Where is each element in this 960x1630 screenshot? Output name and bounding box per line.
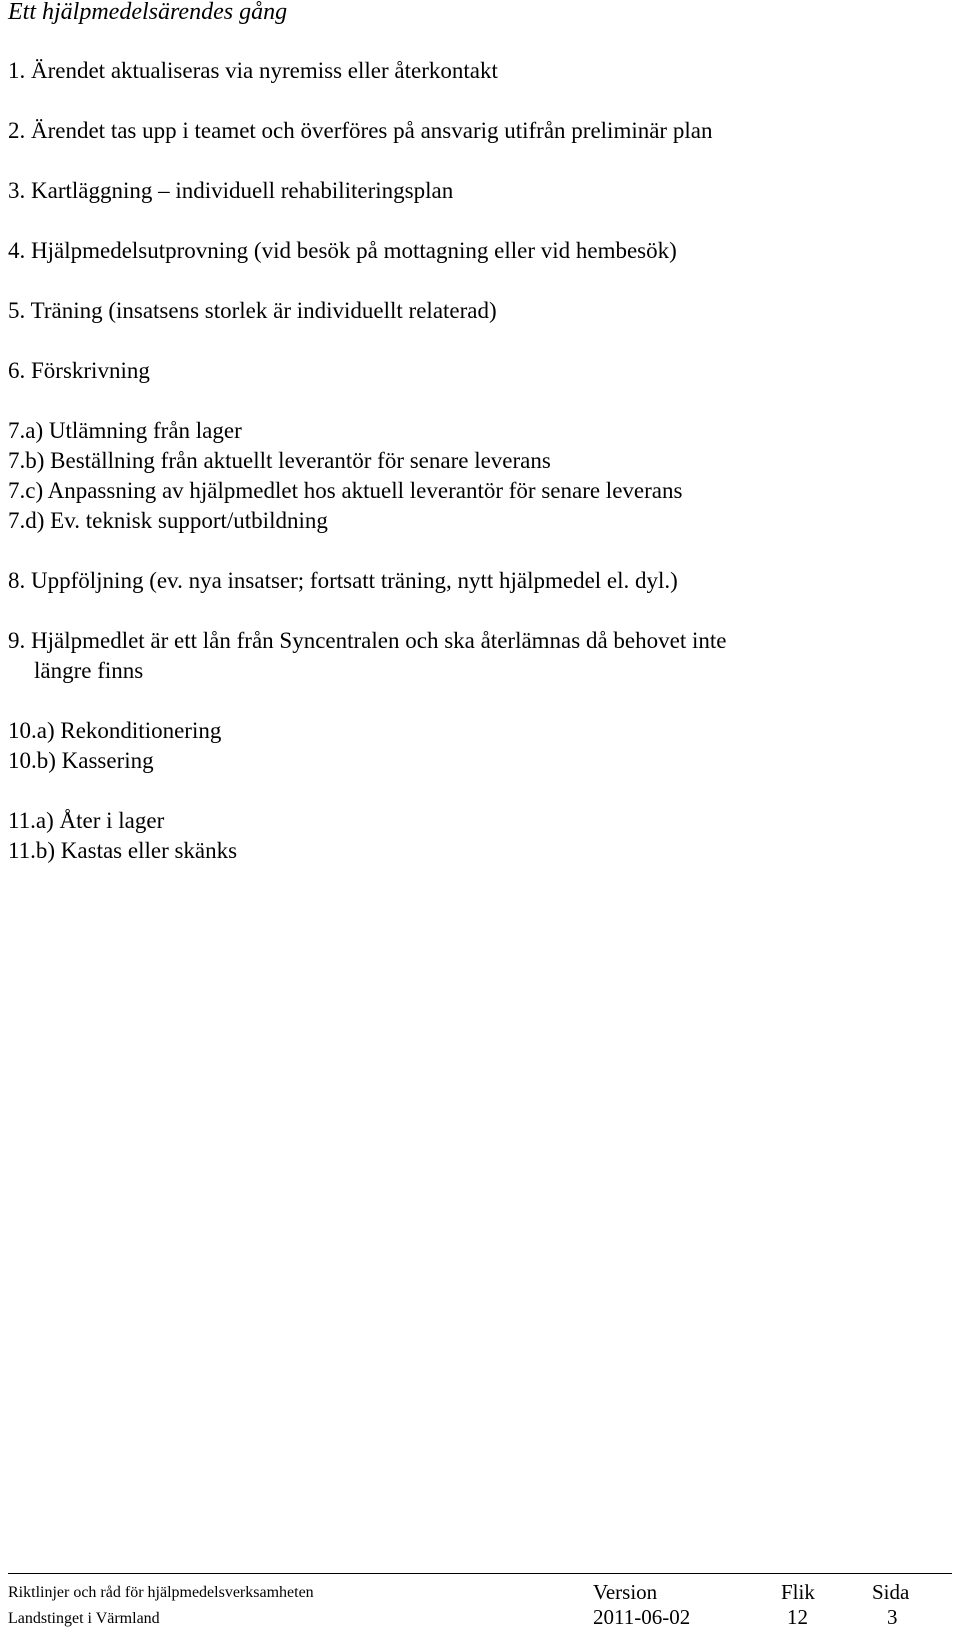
step-7c: 7.c) Anpassning av hjälpmedlet hos aktuell leverantör för senare leverans [8, 478, 683, 503]
step-9: 9. Hjälpmedlet är ett lån från Syncentralen och ska återlämnas då behovet inte [8, 628, 727, 653]
step-9-continuation: längre finns [34, 658, 144, 683]
step-7b: 7.b) Beställning från aktuellt leverantör för senare leverans [8, 448, 551, 473]
footer-page-value: 3 [887, 1605, 898, 1629]
step-3: 3. Kartläggning – individuell rehabiliteringsplan [8, 178, 454, 203]
footer-document-name: Riktlinjer och råd för hjälpmedelsverksamheten [8, 1584, 314, 1601]
step-10a: 10.a) Rekonditionering [8, 718, 222, 743]
footer-divider [8, 1573, 952, 1574]
step-8: 8. Uppföljning (ev. nya insatser; fortsatt träning, nytt hjälpmedel el. dyl.) [8, 568, 678, 593]
step-5: 5. Träning (insatsens storlek är individuellt relaterad) [8, 298, 497, 323]
step-6: 6. Förskrivning [8, 358, 150, 383]
step-10b: 10.b) Kassering [8, 748, 154, 773]
step-11a: 11.a) Åter i lager [8, 808, 165, 833]
step-7a: 7.a) Utlämning från lager [8, 418, 242, 443]
step-2: 2. Ärendet tas upp i teamet och överföres på ansvarig utifrån preliminär plan [8, 118, 713, 143]
step-4: 4. Hjälpmedelsutprovning (vid besök på mottagning eller vid hembesök) [8, 238, 677, 263]
footer-organization: Landstinget i Värmland [8, 1610, 160, 1627]
document-title: Ett hjälpmedelsärendes gång [8, 0, 288, 25]
footer-version-value: 2011-06-02 [593, 1605, 691, 1629]
footer-tab-value: 12 [787, 1605, 808, 1629]
footer-page-label: Sida [872, 1580, 910, 1604]
step-1: 1. Ärendet aktualiseras via nyremiss eller återkontakt [8, 58, 498, 83]
step-11b: 11.b) Kastas eller skänks [8, 838, 238, 863]
footer-version-label: Version [593, 1580, 658, 1604]
footer-tab-label: Flik [781, 1580, 815, 1604]
step-7d: 7.d) Ev. teknisk support/utbildning [8, 508, 328, 533]
